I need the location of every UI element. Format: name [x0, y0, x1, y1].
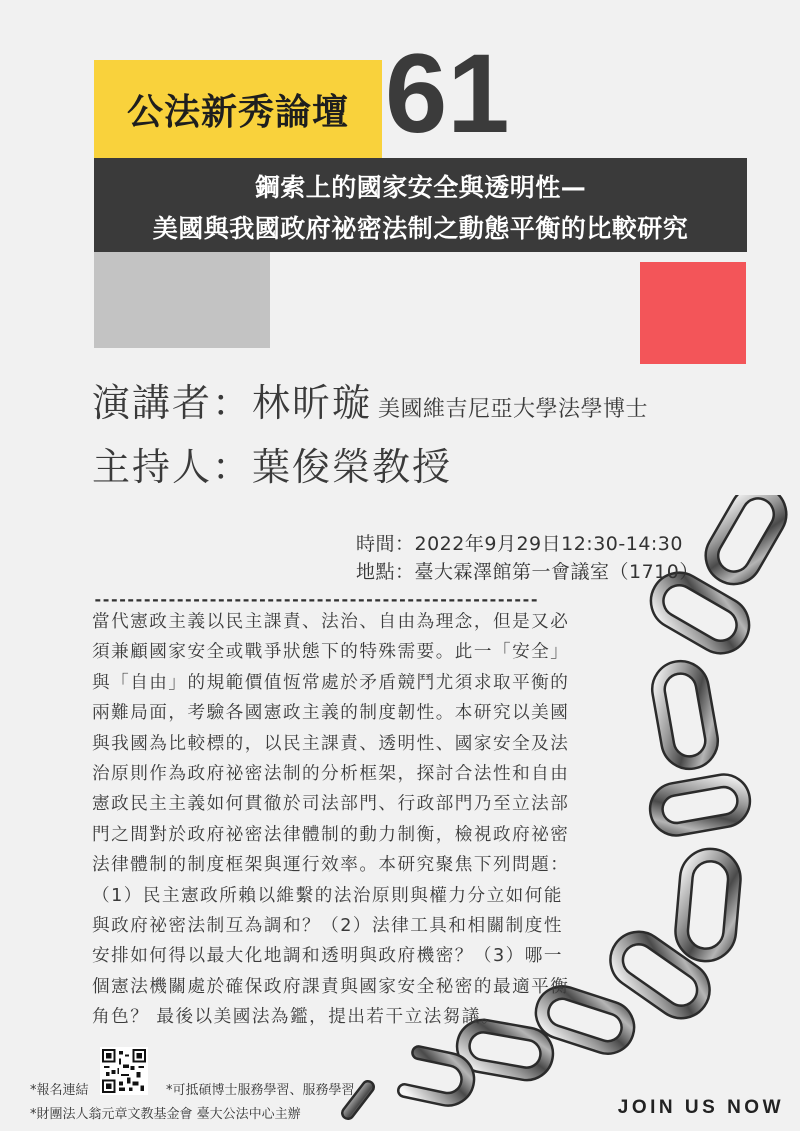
decorative-red-block [640, 262, 746, 364]
abstract [92, 607, 612, 1033]
abstract-line: 安排如何得以最大化地調和透明與政府機密？（3）哪一 [92, 946, 563, 967]
abstract-line: 門之間對於政府祕密法律體制的動力制衡，檢視政府祕密 [92, 824, 570, 845]
abstract-line: 與政府祕密法制互為調和？（2）法律工具和相關制度性 [92, 916, 563, 937]
join-us-callout: JOIN US NOW [617, 1097, 784, 1118]
talk-title-line-1: 鋼索上的國家安全與透明性— [254, 173, 587, 202]
abstract-line: 憲政民主主義如何貫徹於司法部門、行政部門乃至立法部 [92, 794, 570, 815]
abstract-line: 當代憲政主義以民主課責、法治、自由為理念，但是又必 [92, 612, 570, 632]
abstract-line: 兩難局面，考驗各國憲政主義的制度韌性。本研究以美國 [92, 703, 570, 724]
talk-title-line-2: 美國與我國政府祕密法制之動態平衡的比較研究 [152, 214, 689, 243]
host-label: 主持人： [92, 445, 253, 489]
speaker-affiliation: 美國維吉尼亞大學法學博士 [378, 397, 649, 422]
abstract-line: 個憲法機關處於確保政府課責與國家安全秘密的最適平衡 [92, 976, 570, 997]
issue-number: 61 [385, 31, 510, 156]
abstract-line: 角色？ 最後以美國法為鑑，提出若干立法芻議。 [92, 1007, 501, 1028]
speaker-name: 林昕璇 [252, 381, 373, 425]
host-line [92, 436, 452, 491]
speaker-label: 演講者： [92, 381, 253, 425]
abstract-line: 治原則作為政府祕密法制的分析框架，探討合法性和自由 [92, 764, 570, 785]
abstract-line: 與我國為比較標的，以民主課責、透明性、國家安全及法 [92, 733, 570, 754]
forum-title: 公法新秀論壇 [126, 91, 349, 133]
event-time: 時間：2022年9月29日12:30-14:30 [356, 533, 683, 555]
event-place: 地點：臺大霖澤館第一會議室（1710） [356, 561, 699, 583]
host-name: 葉俊榮教授 [252, 445, 453, 489]
abstract-line: 與「自由」的規範價值恆常處於矛盾競鬥尤須求取平衡的 [92, 672, 570, 693]
service-learning-note: *可抵碩博士服務學習、服務學習 [166, 1083, 355, 1098]
abstract-line: 須兼顧國家安全或戰爭狀態下的特殊需要。此一「安全」 [92, 642, 570, 663]
abstract-line: （1）民主憲政所賴以維繫的法治原則與權力分立如何能 [92, 885, 563, 906]
registration-qr-code[interactable] [100, 1047, 148, 1095]
dashed-divider: ------------------------------------------------------ [93, 590, 538, 609]
organizer-note: *財團法人翁元章文教基金會 臺大公法中心主辦 [30, 1107, 301, 1122]
decorative-gray-block [94, 252, 270, 348]
speaker-line [92, 372, 648, 427]
abstract-line: 法律體制的制度框架與運行效率。本研究聚焦下列問題： [92, 855, 570, 876]
registration-link-label: *報名連結 [30, 1083, 89, 1098]
